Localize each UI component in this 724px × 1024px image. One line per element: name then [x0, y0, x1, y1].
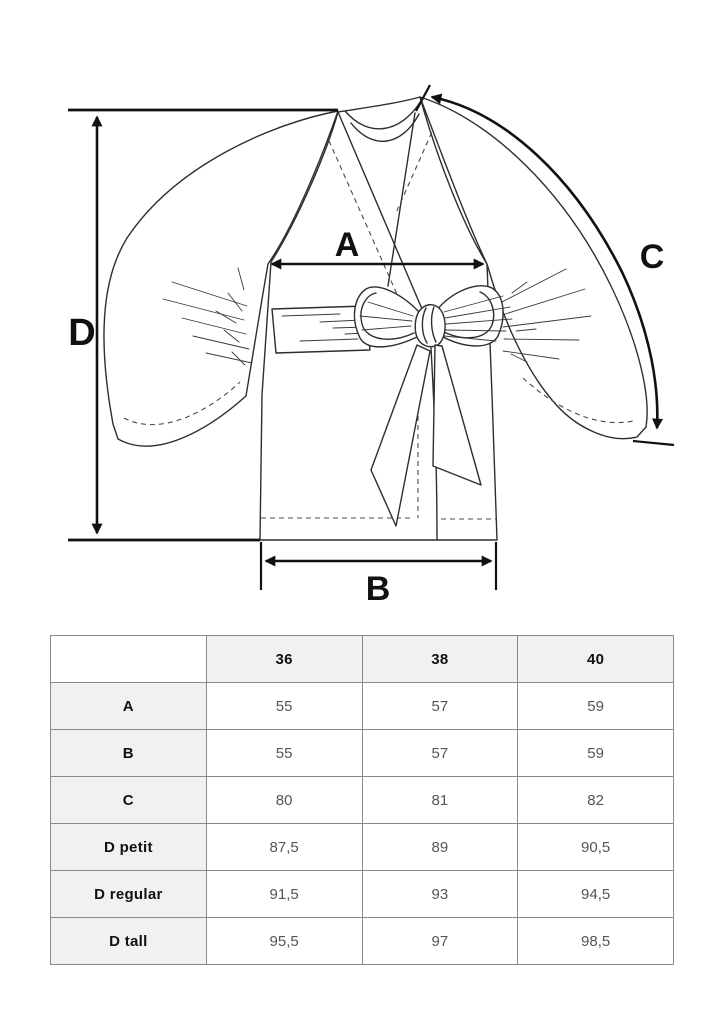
table-cell: 55 — [206, 683, 362, 730]
table-row-a — [51, 683, 674, 730]
measurement-label-b: B — [365, 570, 391, 608]
row-label: B — [51, 730, 207, 777]
table-cell: 59 — [518, 730, 674, 777]
table-cell: 81 — [362, 777, 518, 824]
table-cell: 93 — [362, 871, 518, 918]
measurement-label-a: A — [334, 226, 360, 264]
column-header-size-38: 38 — [362, 636, 518, 683]
table-row-c — [51, 777, 674, 824]
row-label: D regular — [51, 871, 207, 918]
table-cell: 87,5 — [206, 824, 362, 871]
table-row-b — [51, 730, 674, 777]
table-cell: 57 — [362, 730, 518, 777]
table-cell: 97 — [362, 918, 518, 965]
table-corner-cell — [51, 636, 207, 683]
table-cell: 80 — [206, 777, 362, 824]
table-cell: 95,5 — [206, 918, 362, 965]
measurement-b — [261, 542, 496, 608]
bow-knot — [415, 305, 445, 347]
table-cell: 82 — [518, 777, 674, 824]
row-label: A — [51, 683, 207, 730]
row-label: C — [51, 777, 207, 824]
table-cell: 94,5 — [518, 871, 674, 918]
column-header-size-40: 40 — [518, 636, 674, 683]
measurement-label-c: C — [639, 238, 665, 276]
table-cell: 57 — [362, 683, 518, 730]
size-table-container — [50, 635, 674, 965]
measurement-label-d: D — [68, 312, 96, 354]
size-table — [50, 635, 674, 965]
row-label: D tall — [51, 918, 207, 965]
table-row-d-tall — [51, 918, 674, 965]
table-cell: 55 — [206, 730, 362, 777]
garment-outline — [104, 97, 647, 540]
table-row-d-petit — [51, 824, 674, 871]
column-header-size-36: 36 — [206, 636, 362, 683]
table-cell: 90,5 — [518, 824, 674, 871]
table-row-d-regular — [51, 871, 674, 918]
table-cell: 98,5 — [518, 918, 674, 965]
row-label: D petit — [51, 824, 207, 871]
table-cell: 59 — [518, 683, 674, 730]
table-cell: 89 — [362, 824, 518, 871]
table-cell: 91,5 — [206, 871, 362, 918]
table-header-row — [51, 636, 674, 683]
tick-sleeve-hem — [633, 441, 674, 445]
